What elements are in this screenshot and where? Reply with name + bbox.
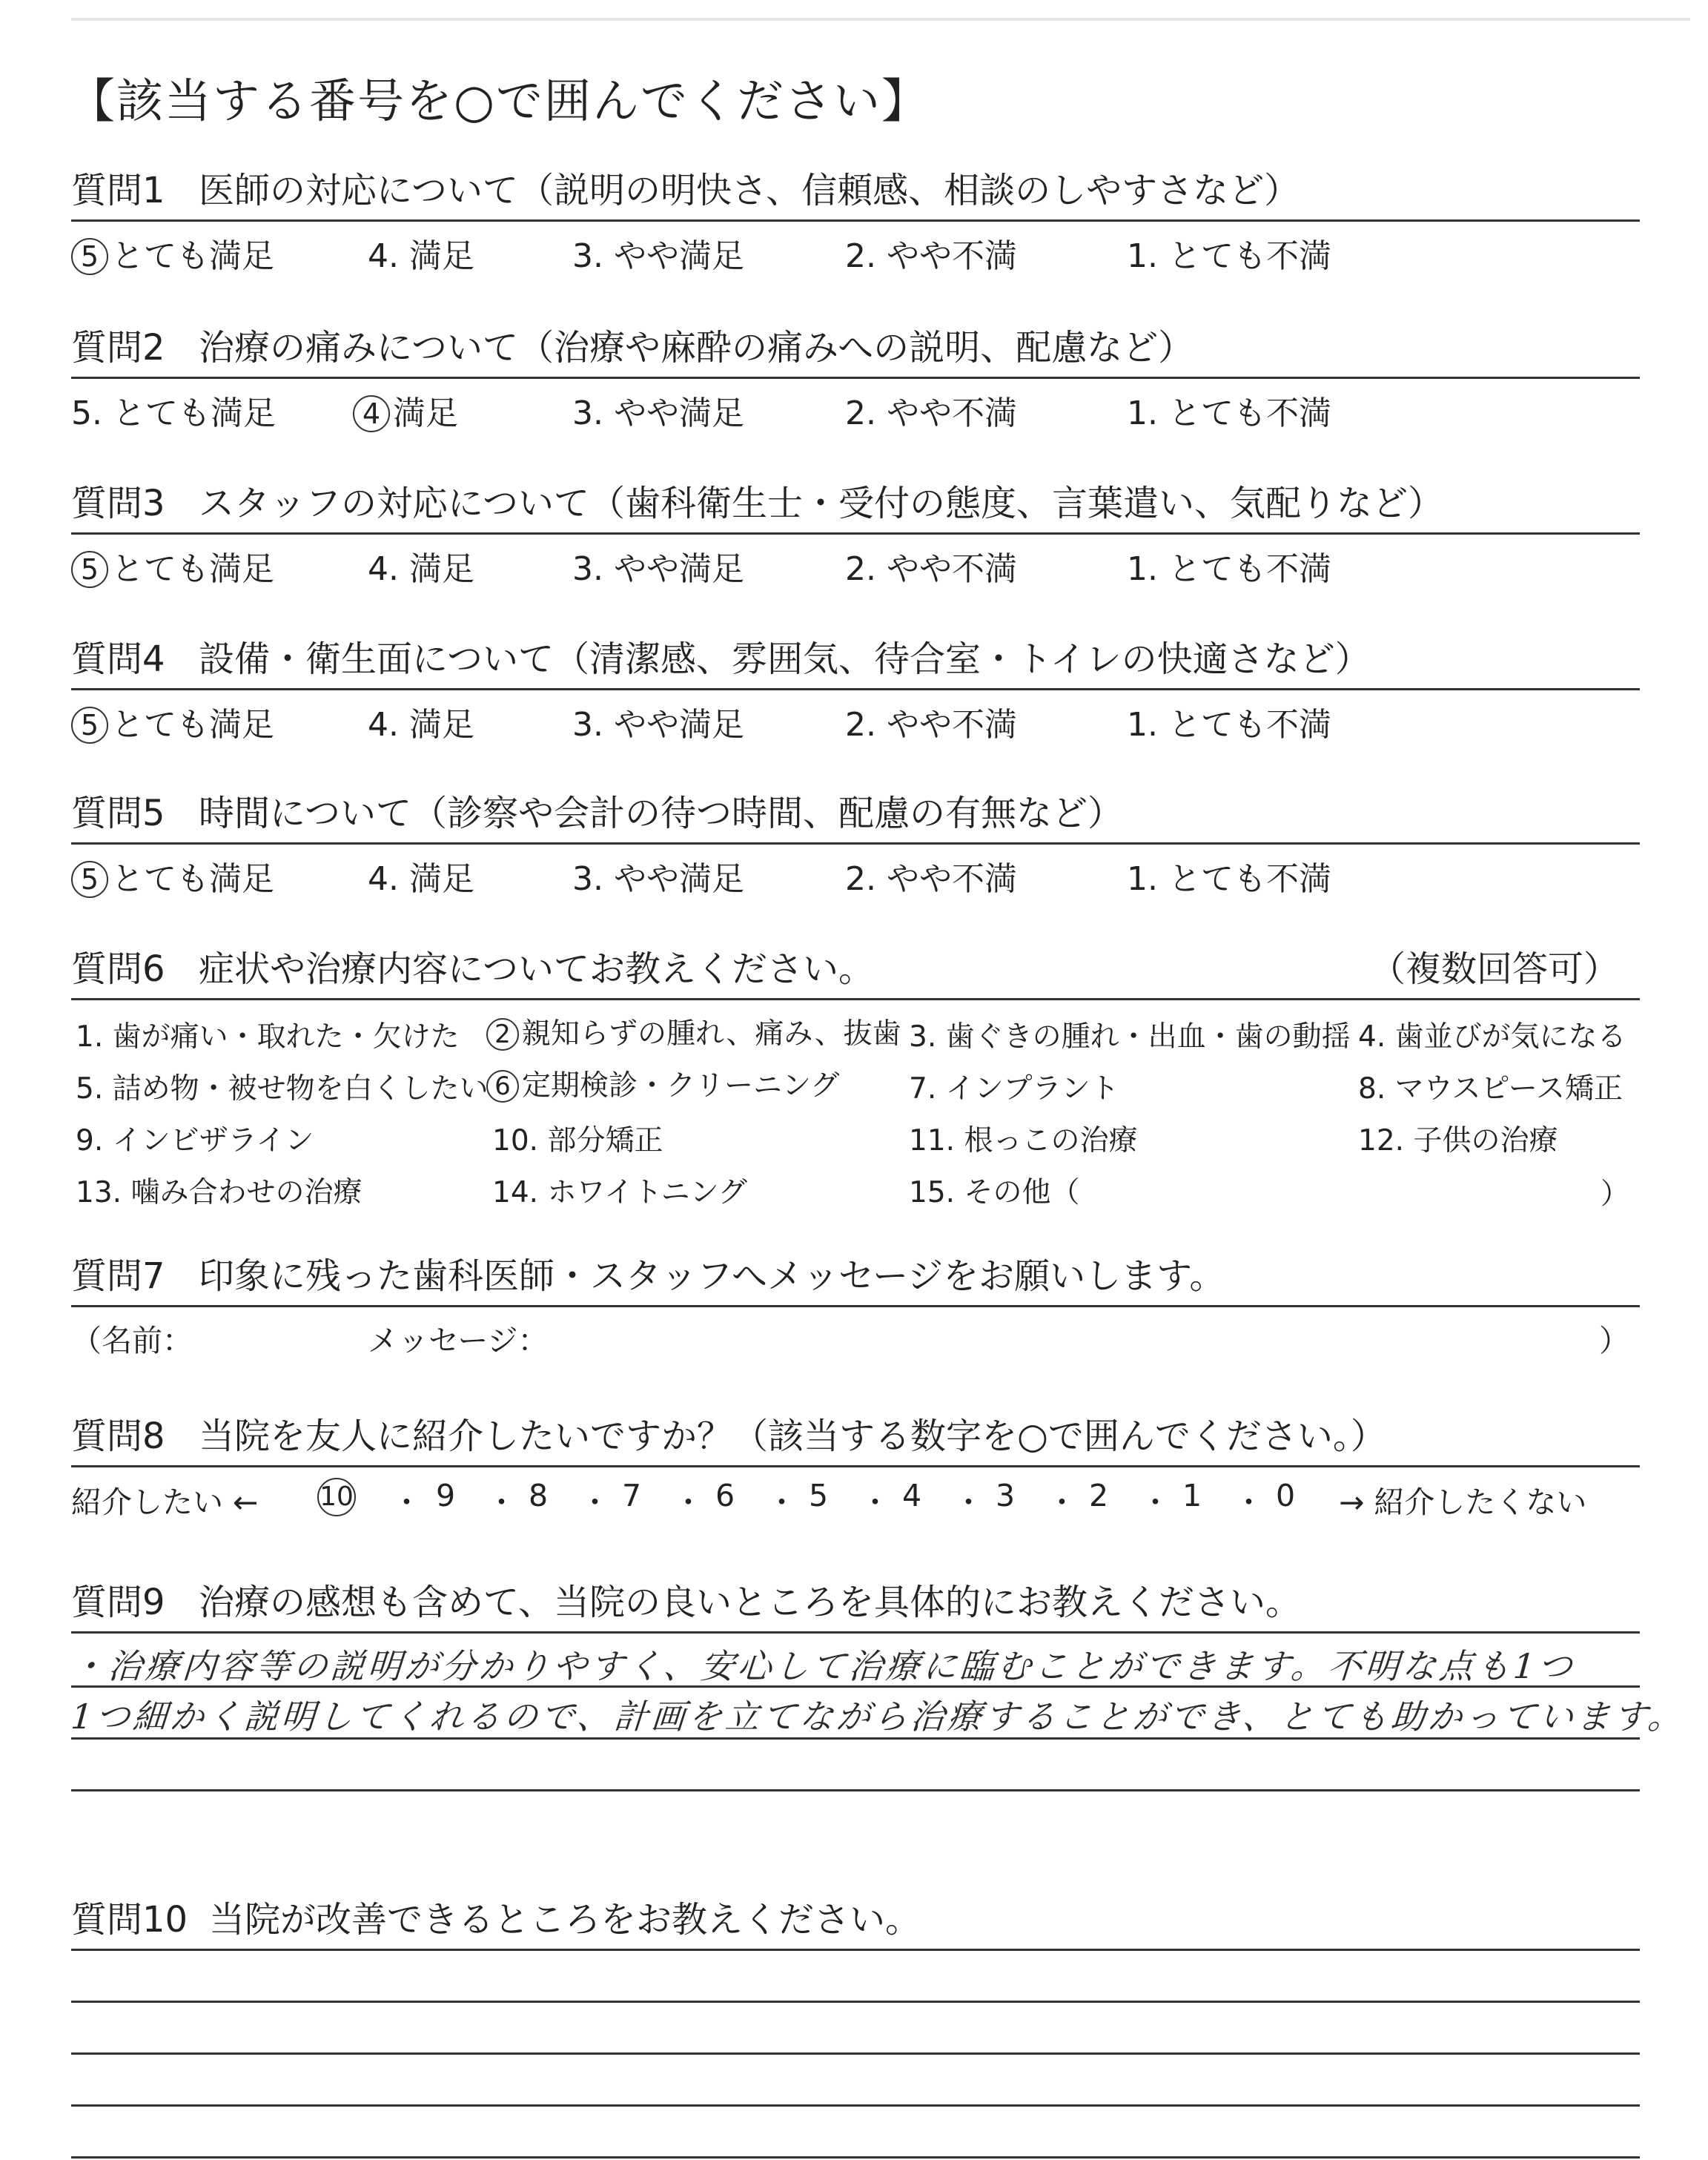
question-10: [71, 1891, 1640, 2159]
symptom-option-15[interactable]: 15. その他（: [909, 1176, 1080, 1209]
writing-line: [71, 2052, 1640, 2055]
writing-line: [71, 1789, 1640, 1791]
question-2-header: [71, 319, 1640, 377]
recommend-scale: 紹介したい ← 10 ・ 9 ・ 8 ・ 7 ・ 6 ・ 5 ・ 4 ・ 3 ・ 2 ・ 1 ・ 0 → 紹介したくない: [71, 1478, 1587, 1520]
rating-option-3[interactable]: 3. やや満足: [572, 706, 744, 744]
selection-circle: 5: [71, 238, 108, 275]
scale-option-1[interactable]: 1: [1182, 1478, 1202, 1513]
question-3-header: [71, 475, 1640, 532]
handwritten-answer-line-2: 1つ細かく説明してくれるので、計画を立てながら治療することができ、とても助かっています。: [69, 1697, 1687, 1737]
selection-circle: 5: [71, 551, 108, 588]
message-field-label[interactable]: メッセージ：: [368, 1323, 549, 1358]
rating-option-3[interactable]: 3. やや満足: [572, 394, 744, 432]
question-text: 設備・衛生面について（清潔感、雰囲気、待合室・トイレの快適さなど）: [199, 638, 1371, 680]
writing-line: [71, 2156, 1640, 2159]
question-number: 質問9: [71, 1582, 165, 1623]
scale-option-4[interactable]: 4: [901, 1478, 922, 1513]
question-1: [71, 162, 1640, 275]
message-fields: [71, 1307, 1640, 1359]
question-number: 質問2: [71, 327, 165, 369]
question-text: 当院を友人に紹介したいですか？（該当する数字を○で囲んでください。）: [199, 1416, 1386, 1457]
symptom-option-9[interactable]: 9. インビザライン: [76, 1124, 314, 1157]
rating-option-3[interactable]: 3. やや満足: [572, 237, 744, 275]
rating-option-1[interactable]: 1. とても不満: [1127, 550, 1331, 588]
question-4-header: [71, 630, 1640, 688]
question-4: [71, 630, 1640, 744]
scale-option-10[interactable]: [317, 1478, 354, 1516]
question-text: 症状や治療内容についてお教えください。: [199, 948, 875, 990]
scale-option-5[interactable]: 5: [808, 1478, 829, 1513]
symptom-option-12[interactable]: 12. 子供の治療: [1358, 1124, 1558, 1157]
scale-option-3[interactable]: 3: [995, 1478, 1016, 1513]
question-number: 質問5: [71, 793, 165, 834]
rating-option-2[interactable]: 2. やや不満: [845, 394, 1017, 432]
multiple-answers-note: （複数回答可）: [1369, 948, 1619, 990]
question-text: 治療の痛みについて（治療や麻酔の痛みへの説明、配慮など）: [199, 327, 1194, 369]
rating-option-4[interactable]: 4. 満足: [368, 860, 474, 898]
underline: [71, 1631, 1640, 1634]
rating-option-1[interactable]: 1. とても不満: [1127, 237, 1331, 275]
rating-option-2[interactable]: 2. やや不満: [845, 706, 1017, 744]
answer-lines[interactable]: [69, 1646, 1687, 1791]
scale-option-7[interactable]: 7: [621, 1478, 642, 1513]
rating-option-1[interactable]: 1. とても不満: [1127, 394, 1331, 432]
scale-option-6[interactable]: 6: [715, 1478, 735, 1513]
scale-option-9[interactable]: 9: [435, 1478, 456, 1513]
question-9-header: [71, 1573, 1640, 1631]
symptom-option-3[interactable]: 3. 歯ぐきの腫れ・出血・歯の動揺: [909, 1020, 1351, 1054]
rating-option-4[interactable]: 4. 満足: [368, 706, 474, 744]
question-number: 質問1: [71, 170, 165, 211]
rating-option-4[interactable]: 4. 満足: [368, 550, 474, 588]
scale-option-0[interactable]: 0: [1275, 1478, 1296, 1513]
question-1-header: [71, 162, 1640, 219]
rating-options: [71, 379, 1640, 432]
rating-option-1[interactable]: 1. とても不満: [1127, 706, 1331, 744]
rating-option-2[interactable]: 2. やや不満: [845, 237, 1017, 275]
question-6-header: [71, 940, 1640, 998]
symptom-option-8[interactable]: 8. マウスピース矯正: [1358, 1072, 1623, 1106]
handwritten-answer-line-1: ・治療内容等の説明が分かりやすく、安心して治療に臨むことができます。不明な点も1つ: [69, 1646, 1577, 1686]
scale-right-label: → 紹介したくない: [1339, 1484, 1587, 1520]
rating-option-5[interactable]: 5. とても満足: [71, 394, 276, 432]
symptom-option-10[interactable]: 10. 部分矯正: [492, 1124, 663, 1157]
rating-option-3[interactable]: 3. やや満足: [572, 860, 744, 898]
selection-circle: 6: [486, 1070, 519, 1103]
name-field-label[interactable]: （名前：: [71, 1323, 193, 1358]
selection-circle: 5: [71, 707, 108, 744]
question-8: [71, 1407, 1640, 1521]
rating-option-4[interactable]: 4 満足: [353, 386, 458, 434]
symptom-option-2[interactable]: 2 親知らずの腫れ、痛み、抜歯: [486, 1011, 901, 1052]
question-number: 質問3: [71, 483, 165, 524]
question-9: [69, 1573, 1687, 1791]
rating-option-5[interactable]: 5 とても満足: [71, 852, 274, 899]
symptom-option-13[interactable]: 13. 噛み合わせの治療: [76, 1176, 363, 1209]
question-3: [71, 475, 1640, 588]
rating-option-5[interactable]: 5 とても満足: [71, 698, 274, 745]
question-number: 質問10: [71, 1899, 188, 1941]
rating-option-5[interactable]: 5 とても満足: [71, 542, 274, 589]
question-2: [71, 319, 1640, 432]
underline: [71, 1949, 1640, 1951]
symptom-option-7[interactable]: 7. インプラント: [909, 1072, 1119, 1106]
rating-options: [71, 845, 1640, 898]
symptom-option-14[interactable]: 14. ホワイトニング: [492, 1176, 747, 1209]
message-close-paren: ）: [1599, 1323, 1629, 1358]
symptom-option-5[interactable]: 5. 詰め物・被せ物を白くしたい: [76, 1072, 489, 1106]
question-text: 当院が改善できるところをお教えください。: [209, 1899, 921, 1941]
question-number: 質問8: [71, 1416, 165, 1457]
question-7: [71, 1247, 1640, 1359]
question-10-header: [71, 1891, 1640, 1949]
question-6: [71, 940, 1640, 1215]
selection-circle: 2: [486, 1018, 519, 1051]
symptom-option-6[interactable]: 6 定期検診・クリーニング: [486, 1063, 839, 1104]
scale-option-8[interactable]: 8: [528, 1478, 549, 1513]
writing-line: [71, 2104, 1640, 2107]
symptom-option-4[interactable]: 4. 歯並びが気になる: [1358, 1020, 1626, 1054]
rating-option-4[interactable]: 4. 満足: [368, 237, 474, 275]
question-5-header: [71, 785, 1640, 842]
question-text: 時間について（診察や会計の待つ時間、配慮の有無など）: [199, 793, 1124, 834]
question-number: 質問6: [71, 948, 165, 990]
selection-circle: 5: [71, 861, 108, 898]
symptom-option-11[interactable]: 11. 根っこの治療: [909, 1124, 1138, 1157]
selection-circle: 10: [317, 1478, 356, 1516]
rating-option-5[interactable]: 5 とても満足: [71, 229, 274, 277]
other-close-paren: ）: [1600, 1178, 1629, 1211]
top-border: [71, 18, 1690, 21]
question-text: 印象に残った歯科医師・スタッフへメッセージをお願いします。: [199, 1255, 1225, 1297]
selection-circle: 4: [353, 395, 390, 432]
symptom-options: [71, 1000, 1640, 1215]
question-7-header: [71, 1247, 1640, 1305]
scale-left-label: 紹介したい ←: [71, 1484, 259, 1520]
rating-options: [71, 222, 1640, 275]
question-text: スタッフの対応について（歯科衛生士・受付の態度、言葉遣い、気配りなど）: [199, 483, 1444, 524]
rating-option-2[interactable]: 2. やや不満: [845, 550, 1017, 588]
symptom-option-1[interactable]: 1. 歯が痛い・取れた・欠けた: [76, 1020, 460, 1054]
question-5: [71, 785, 1640, 898]
rating-option-1[interactable]: 1. とても不満: [1127, 860, 1331, 898]
question-number: 質問4: [71, 638, 165, 680]
writing-line: [71, 2001, 1640, 2003]
answer-lines[interactable]: [71, 2001, 1640, 2159]
question-8-header: [71, 1407, 1640, 1465]
rating-options: [71, 690, 1640, 744]
question-text: 治療の感想も含めて、当院の良いところを具体的にお教えください。: [199, 1582, 1302, 1623]
rating-options: [71, 535, 1640, 588]
page-title: 【該当する番号を○で囲んでください】: [68, 74, 930, 128]
question-text: 医師の対応について（説明の明快さ、信頼感、相談のしやすさなど）: [199, 170, 1300, 211]
scale-option-2[interactable]: 2: [1088, 1478, 1109, 1513]
rating-option-2[interactable]: 2. やや不満: [845, 860, 1017, 898]
rating-option-3[interactable]: 3. やや満足: [572, 550, 744, 588]
question-number: 質問7: [71, 1255, 165, 1297]
